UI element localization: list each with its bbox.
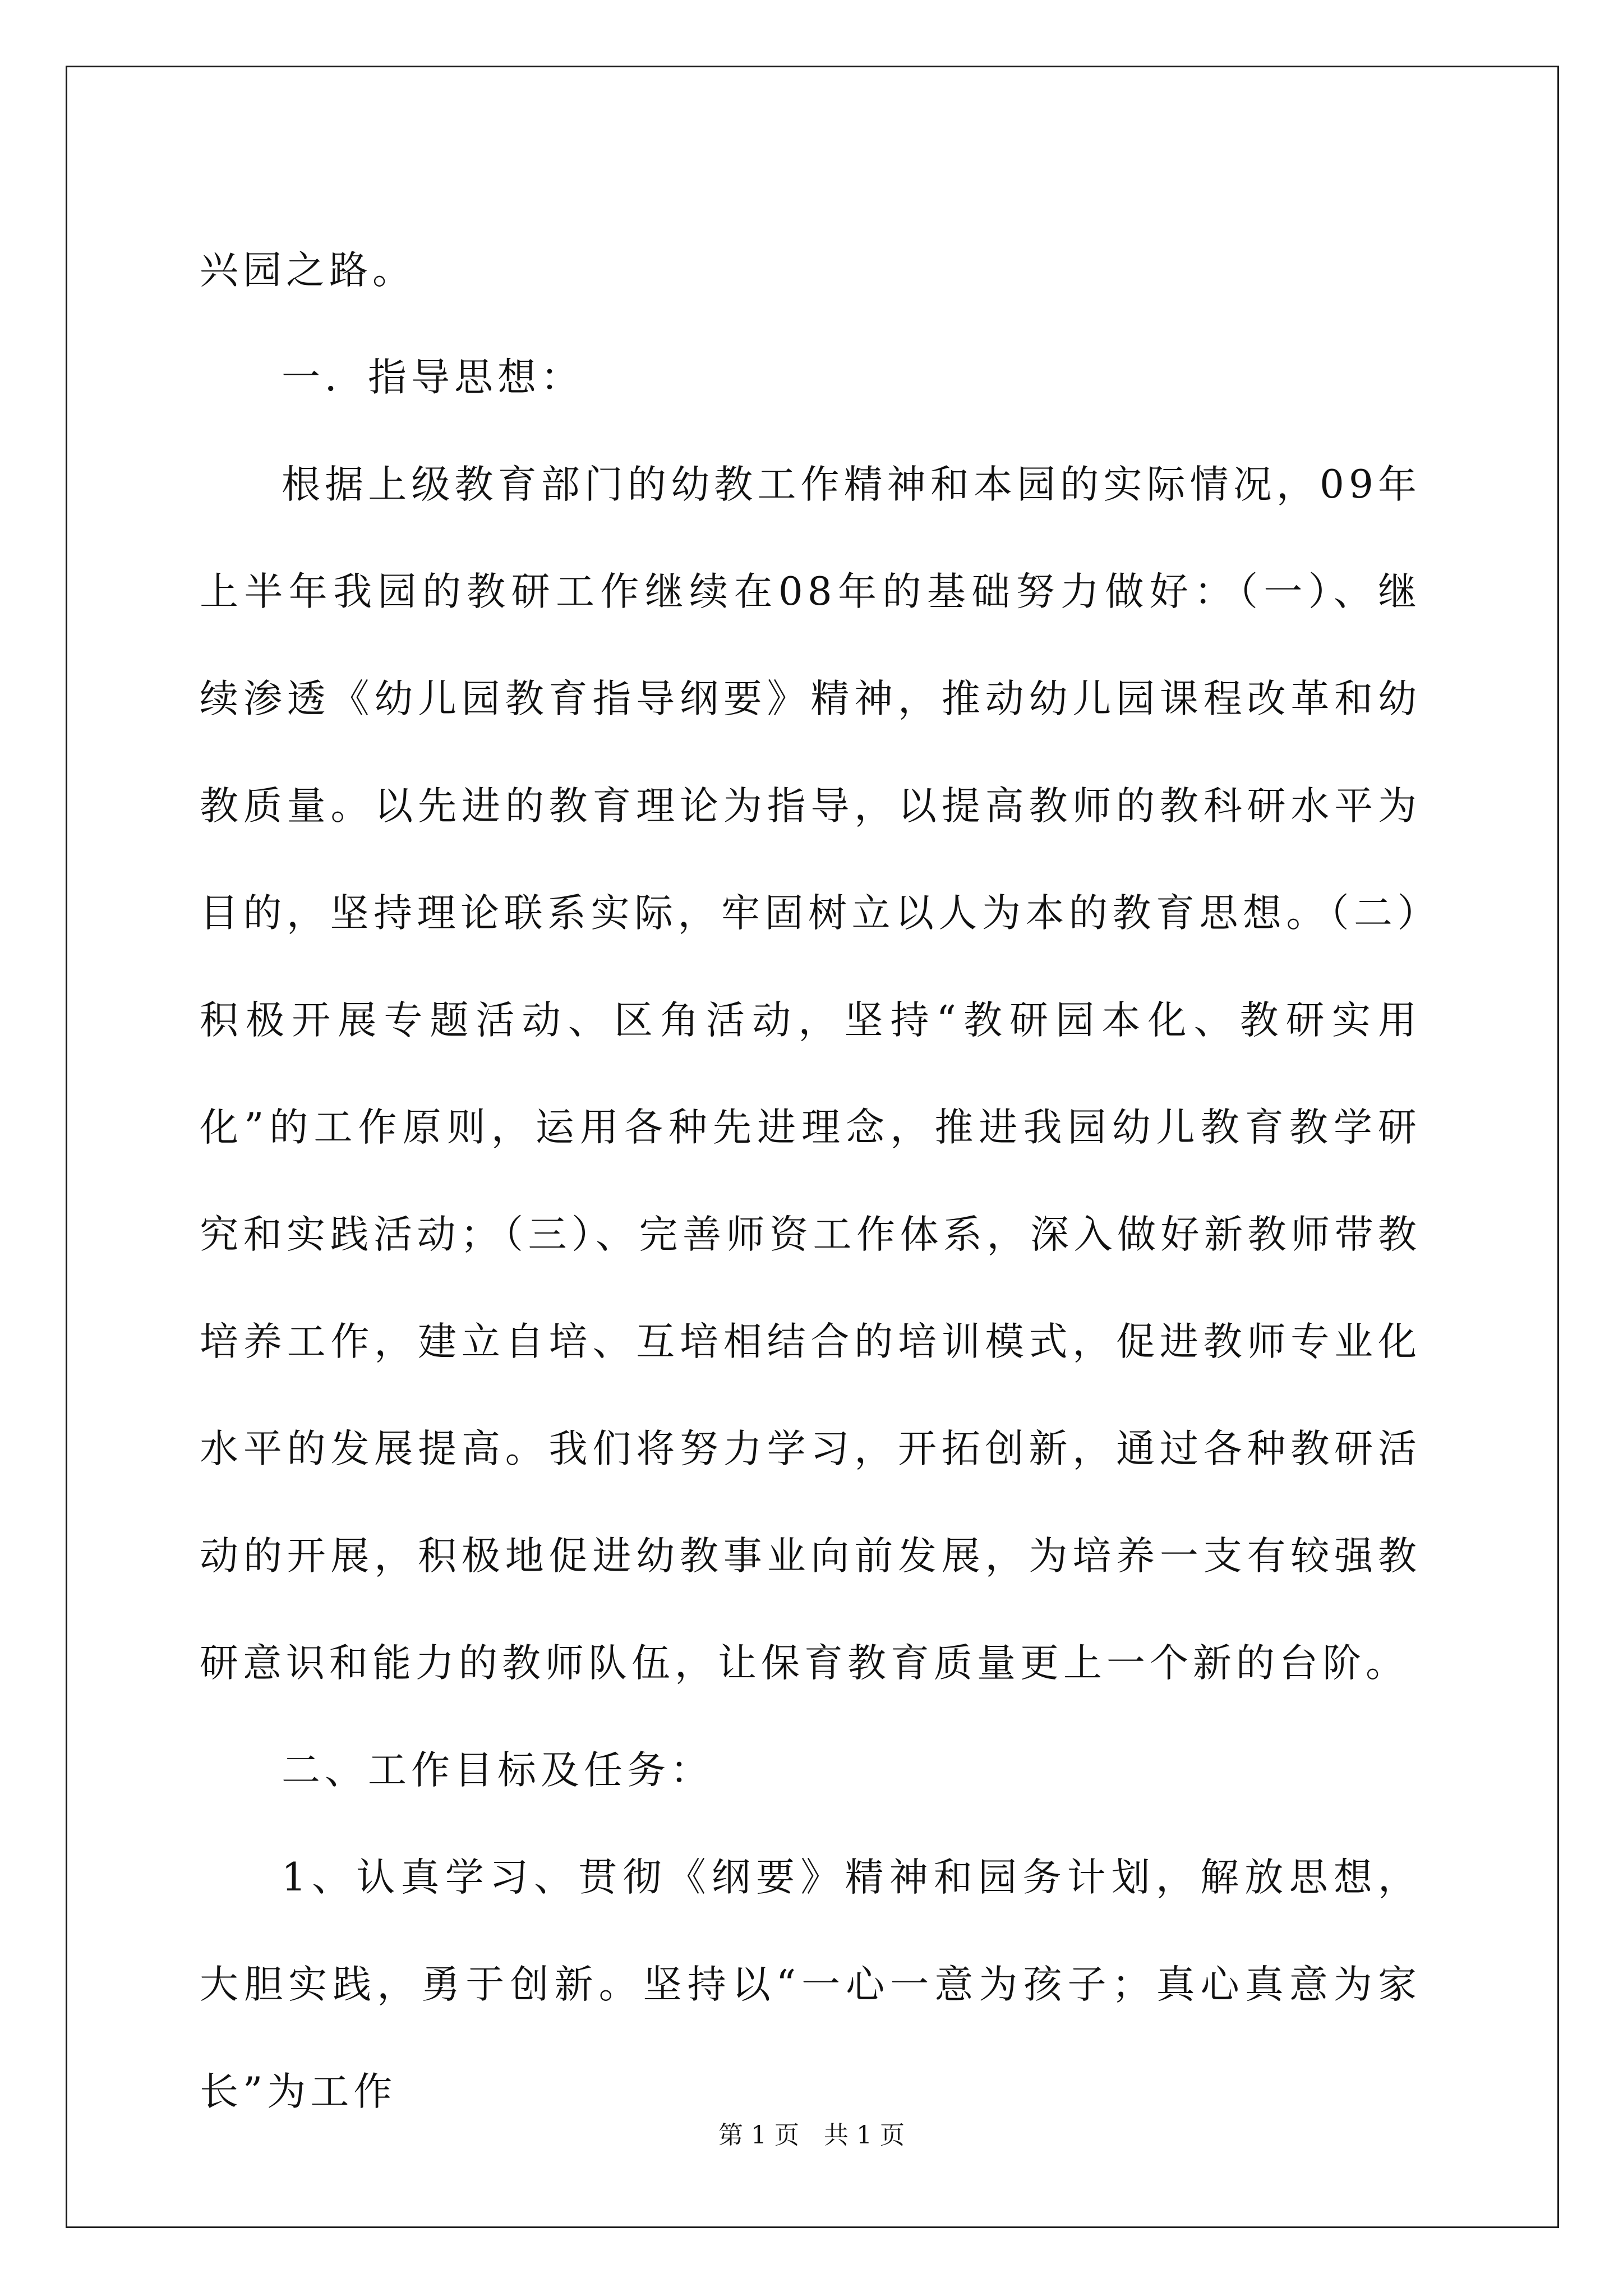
paragraph-guiding-ideology: 根据上级教育部门的幼教工作精神和本园的实际情况，09年上半年我园的教研工作继续在08年的基础努力做好：（一）、继续渗透《幼儿园教育指导纲要》精神，推动幼儿园课程改革和幼教质量。以先进的教育理论为指导，以提高教师的教科研水平为目的，坚持理论联系实际，牢固树立以人为本的教育思想。（二）积极开展专题活动、区角活动，坚持“教研园本化、教研实用化”的工作原则，运用各种先进理念，推进我园幼儿教育教学研究和实践活动；（三）、完善师资工作体系，深入做好新教师带教培养工作，建立自培、互培相结合的培训模式，促进教师专业化水平的发展提高。我们将努力学习，开拓创新，通过各种教研活动的开展，积极地促进幼教事业向前发展，为培养一支有较强教研意识和能力的教师队伍，让保育教育质量更上一个新的台阶。 [200, 462, 1421, 1686]
document-body [200, 217, 1421, 2146]
section-heading-goals-tasks: 二、工作目标及任务： [282, 1748, 713, 1793]
section-heading-guiding-ideology: 一．指导思想： [282, 355, 584, 400]
paragraph-goal-1: 1、认真学习、贯彻《纲要》精神和园务计划，解放思想，大胆实践，勇于创新。坚持以“一心一意为孩子；真心真意为家长”为工作 [200, 1855, 1421, 2114]
page-number-footer: 第 1 页 共 1 页 [718, 2121, 905, 2150]
paragraph-continuation: 兴园之路。 [200, 248, 416, 293]
